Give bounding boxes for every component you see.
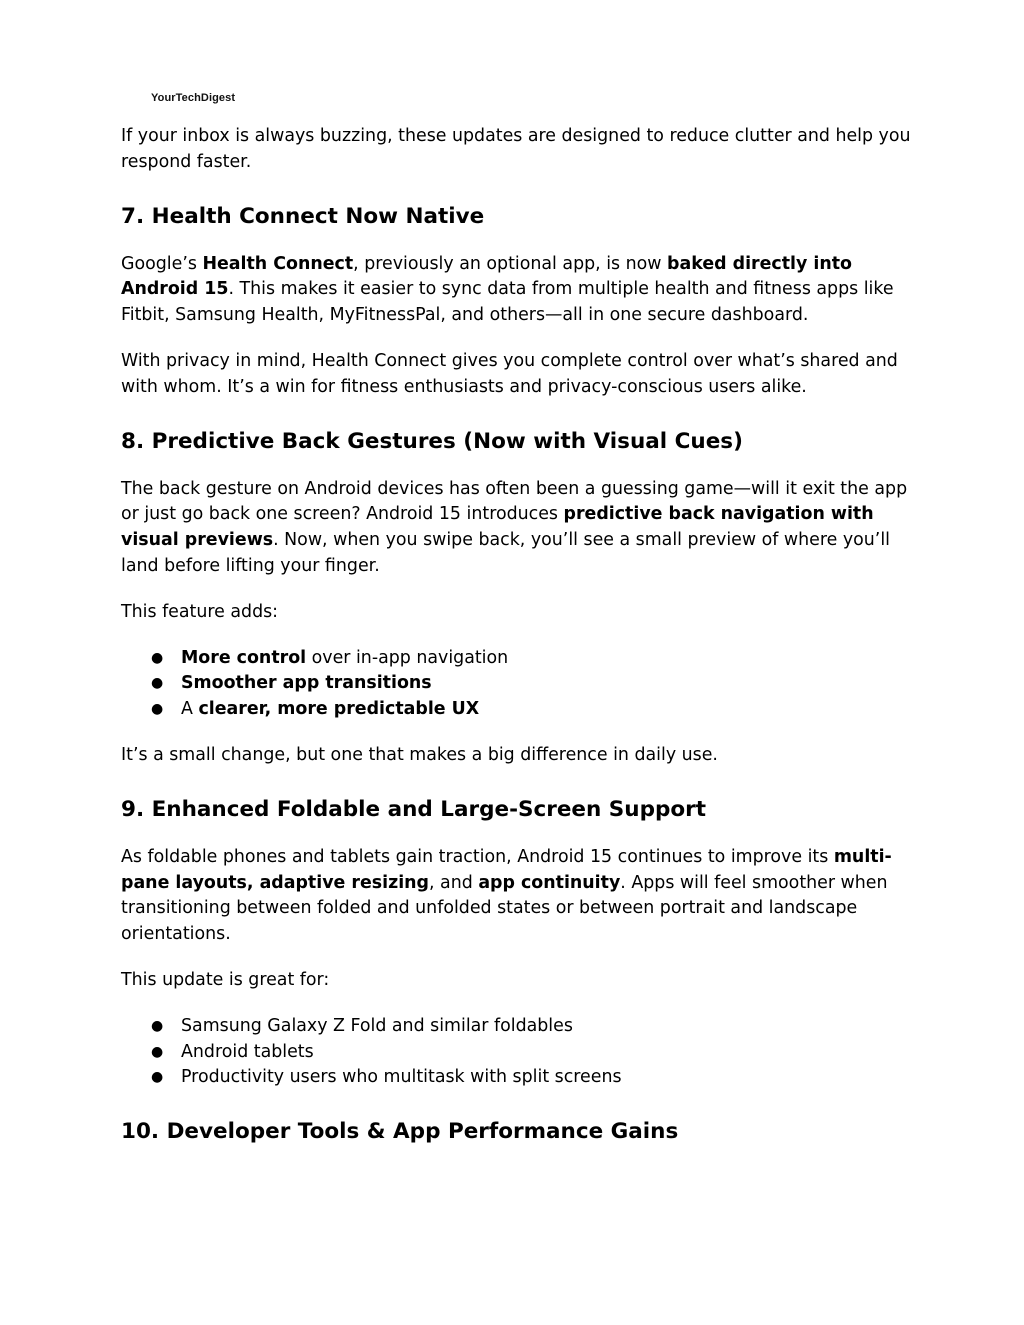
bullet-icon: ● (151, 1069, 164, 1086)
bullet-icon: ● (151, 649, 164, 666)
text-segment: over in-app navigation (306, 647, 509, 668)
text-segment: A (181, 699, 199, 720)
section-8-paragraph-1 (121, 477, 921, 580)
text-segment: Samsung Galaxy Z Fold and similar foldables (181, 1015, 573, 1036)
section-8-heading: 8. Predictive Back Gestures (Now with Visual Cues) (121, 428, 743, 454)
bold-segment: More control (181, 647, 307, 668)
section-8-list-intro: This feature adds: (121, 601, 279, 622)
section-9-audience-list (121, 1014, 921, 1091)
section-9-paragraph-1 (121, 845, 921, 948)
text-segment: , and (429, 872, 479, 893)
bullet-icon: ● (151, 675, 164, 692)
section-8-feature-list (121, 646, 921, 723)
text-segment: Android tablets (181, 1041, 314, 1062)
section-7-paragraph-2: With privacy in mind, Health Connect gives you complete control over what’s shared and with whom. It’s a win for fitness enthusiasts and privacy-conscious users alike. (121, 350, 898, 397)
article-body (121, 124, 921, 1167)
list-item (121, 646, 921, 672)
bold-segment: app continuity (478, 872, 621, 893)
bold-segment: clearer, more predictable UX (198, 699, 480, 720)
bold-segment: Health Connect (202, 253, 354, 274)
text-segment: Productivity users who multitask with split screens (181, 1067, 622, 1088)
section-8-outro: It’s a small change, but one that makes a big difference in daily use. (121, 744, 718, 765)
text-segment: , previously an optional app, is now (353, 253, 668, 274)
section-9-list-intro: This update is great for: (121, 969, 330, 990)
list-item (121, 1065, 921, 1091)
text-segment: Google’s (121, 253, 203, 274)
text-segment: . Apps will feel smoother when transitioning between folded and unfolded states or between portrait and landscape orientations. (121, 872, 888, 945)
text-segment: . Now, when you swipe back, you’ll see a small preview of where you’ll land before lifting your finger. (121, 530, 890, 576)
list-item (121, 1014, 921, 1040)
bullet-icon: ● (151, 701, 164, 718)
bullet-icon: ● (151, 1043, 164, 1060)
list-item (121, 671, 921, 697)
intro-paragraph: If your inbox is always buzzing, these updates are designed to reduce clutter and help you respond faster. (121, 126, 911, 172)
section-7-paragraph-1 (121, 252, 921, 329)
section-9-heading: 9. Enhanced Foldable and Large-Screen Support (121, 796, 707, 822)
list-item (121, 697, 921, 723)
site-logo: YourTechDigest (151, 92, 236, 104)
bold-segment: Smoother app transitions (181, 673, 432, 694)
bold-segment: predictive back navigation with visual previews (121, 504, 874, 551)
bold-segment: baked directly into Android 15 (121, 253, 852, 300)
bullet-icon: ● (151, 1017, 164, 1034)
text-segment: The back gesture on Android devices has often been a guessing game—will it exit the app or just go back one screen? Android 15 introduces (121, 478, 908, 525)
bold-segment: multi-pane layouts, adaptive resizing (121, 846, 892, 893)
section-10-heading: 10. Developer Tools & App Performance Gains (121, 1119, 679, 1145)
list-item (121, 1040, 921, 1066)
text-segment: As foldable phones and tablets gain traction, Android 15 continues to improve its (121, 846, 834, 867)
section-7-heading: 7. Health Connect Now Native (121, 203, 485, 229)
text-segment: . This makes it easier to sync data from multiple health and fitness apps like Fitbit, Samsung Health, MyFitnessPal, and others—all in one secure dashboard. (121, 279, 894, 326)
